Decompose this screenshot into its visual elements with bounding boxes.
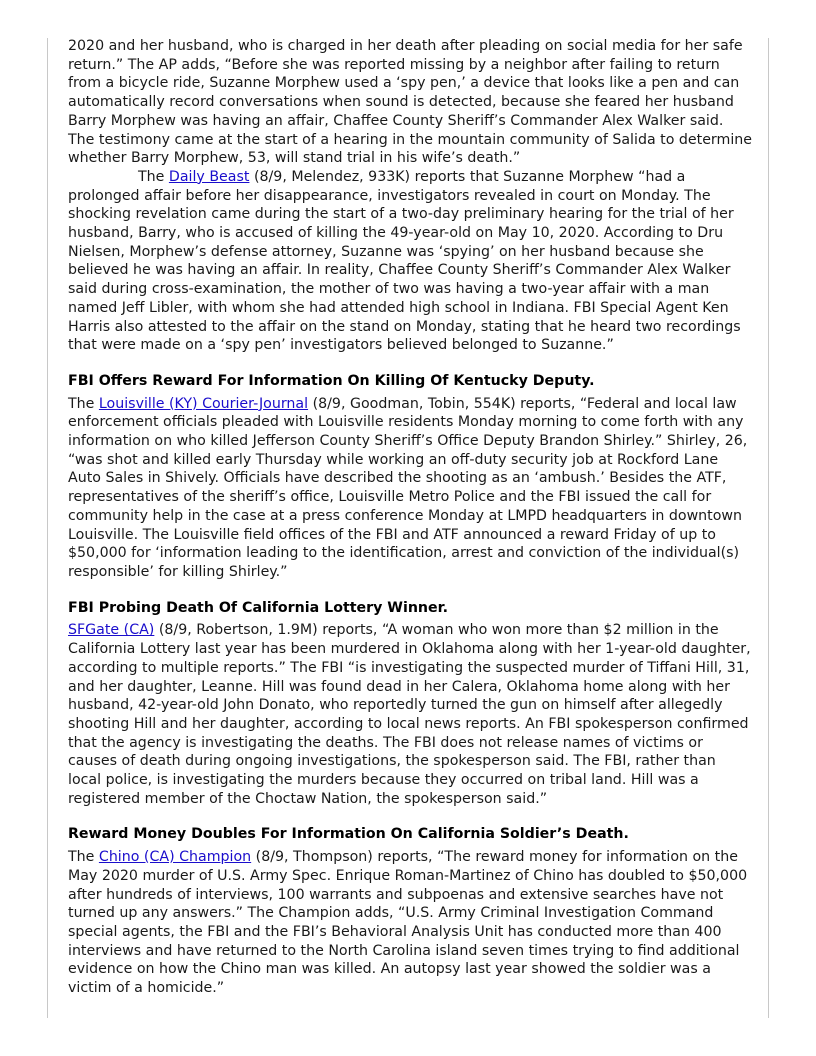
right-margin-rule [768, 38, 769, 1018]
paragraph-lead: The [68, 849, 99, 866]
article-body-kentucky [68, 395, 752, 582]
paragraph-text: (8/9, Melendez, 933K) reports that Suzanne Morphew “had a prolonged affair before her disappearance, investigators revealed in court on Monday. The shocking revelation came during the start of a two-day preliminary hearing for the trial of her husband, Barry, who is accused of killing the 49-year-old on May 10, 2020. According to Dru Nielsen, Morphew’s defense attorney, Suzanne was ‘spying’ on her husband because she believed he was having an affair. In reality, Chaffee County Sheriff’s Commander Alex Walker said during cross-examination, the mother of two was having a two-year affair with a man named Jeff Libler, with whom she had attended high school in Indiana. FBI Special Agent Ken Harris also attested to the affair on the stand on Monday, stating that he heard two recordings that were made on a ‘spy pen’ investigators believed belonged to Suzanne.” [68, 168, 741, 354]
paragraph-text: (8/9, Thompson) reports, “The reward money for information on the May 2020 murder of U.S. Army Spec. Enrique Roman-Martinez of Chino has doubled to $50,000 after hundreds of interviews, 100 warrants and subpoenas and extensive searches have not turned up any answers.” The Champion adds, “U.S. Army Criminal Investigation Command special agents, the FBI and the FBI’s Behavioral Analysis Unit has conducted more than 400 interviews and have returned to the North Carolina island seven times trying to find additional evidence on how the Chino man was killed. An autopsy last year showed the soldier was a victim of a homicide.” [68, 849, 748, 997]
article-body-soldier [68, 848, 752, 998]
article-headline-soldier: Reward Money Doubles For Information On California Soldier’s Death. [68, 826, 629, 843]
article-headline-kentucky: FBI Offers Reward For Information On Killing Of Kentucky Deputy. [68, 372, 595, 389]
courier-journal-link[interactable]: Louisville (KY) Courier-Journal [98, 395, 309, 412]
intro-paragraph-1: 2020 and her husband, who is charged in her death after pleading on social media for her safe return.” The AP adds, “Before she was reported missing by a neighbor after failing to return from a bicycle ride, Suzanne Morphew used a ‘spy pen,’ a device that looks like a pen and can automatically record conversations when sound is detected, because she feared her husband Barry Morphew was having an affair, Chaffee County Sheriff’s Commander Alex Walker said. The testimony came at the start of a hearing in the mountain community of Salida to determine whether Barry Morphew, 53, will stand trial in his wife’s death.” [68, 38, 752, 167]
article-headline-lottery: FBI Probing Death Of California Lottery Winner. [68, 599, 449, 616]
sfgate-link[interactable]: SFGate (CA) [68, 622, 155, 639]
paragraph-text: (8/9, Goodman, Tobin, 554K) reports, “Federal and local law enforcement officials pleaded with Louisville residents Monday morning to come forth with any information on who killed Jefferson County Sheriff’s Office Deputy Brandon Shirley.” Shirley, 26, “was shot and killed early Thursday while working an off-duty security job at Rockford Lane Auto Sales in Shively. Officials have described the shooting as an ‘ambush.’ Besides the ATF, representatives of the sheriff’s office, Louisville Metro Police and the FBI issued the call for community help in the case at a press conference Monday at LMPD headquarters in downtown Louisville. The Louisville field offices of the FBI and ATF announced a reward Friday of up to $50,000 for ‘information leading to the identification, arrest and conviction of the individual(s) responsible’ for killing Shirley.” [68, 395, 748, 580]
paragraph-text: (8/9, Robertson, 1.9M) reports, “A woman who won more than $2 million in the California Lottery last year has been murdered in Oklahoma along with her 1-year-old daughter, according to multiple reports.” The FBI “is investigating the suspected murder of Tiffani Hill, 31, and her daughter, Leanne. Hill was found dead in her Calera, Oklahoma home along with her husband, 42-year-old John Donato, who reportedly turned the gun on himself after allegedly shooting Hill and her daughter, according to local news reports. An FBI spokesperson confirmed that the agency is investigating the deaths. The FBI does not release names of victims or causes of death during ongoing investigations, the spokesperson said. The FBI, rather than local police, is investigating the murders because they occurred on tribal land. Hill was a registered member of the Choctaw Nation, the spokesperson said.” [68, 622, 751, 807]
paragraph-lead: The [68, 395, 99, 412]
left-margin-rule [47, 38, 48, 1018]
document-body [68, 37, 752, 998]
daily-beast-link[interactable]: Daily Beast [168, 168, 250, 185]
chino-champion-link[interactable]: Chino (CA) Champion [98, 849, 252, 866]
article-body-lottery [68, 621, 752, 808]
paragraph-lead: The [138, 168, 169, 185]
intro-paragraph-2 [68, 168, 752, 355]
